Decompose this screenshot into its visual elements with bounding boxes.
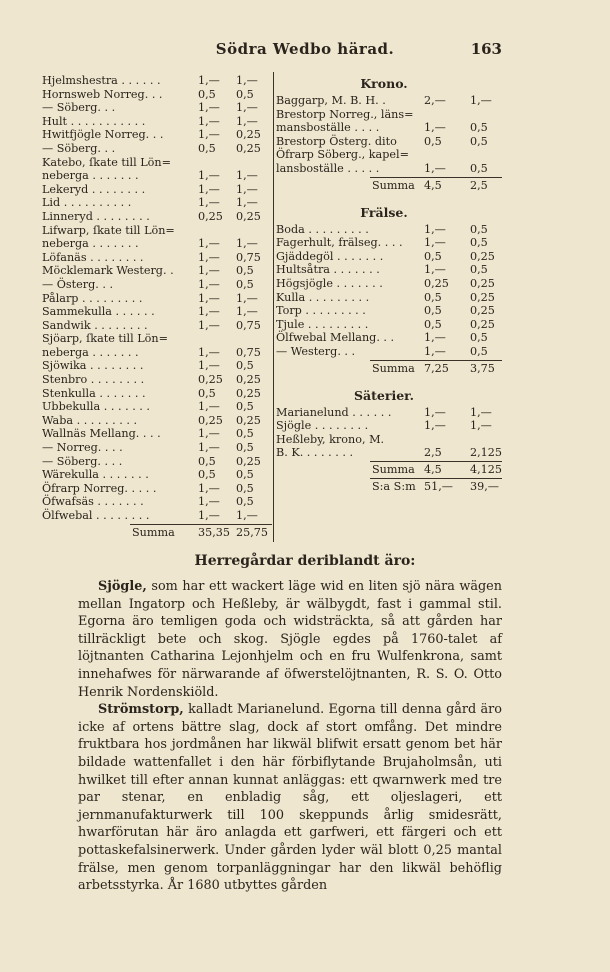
row-name: Öfrarp Norreg. . . . .	[42, 481, 157, 495]
value-2: 0,5	[236, 481, 254, 495]
value-2: 3,75	[470, 361, 495, 375]
section-heading: Krono.	[360, 76, 408, 91]
paragraph-text: som har ett wackert läge wid en liten sjö nära wägen mellan Ingatorp och Heßleby, är wälbygdt, fast i gammal stil. Egorna äro temligen goda och widsträckta, så att gården har tillräckligt bete och skog. Sjögle egdes på 1760-talet af löjtnanten Catharina Lejonhjelm och en fru Wulfenkrona, samt innehafwes för närwarande af öfwerstelöjtnanten, R. S. O. Otto Henrik Nordenskiöld.	[78, 579, 502, 700]
table-row	[276, 331, 502, 345]
row-name: Ölfwebal Mellang. . .	[276, 331, 395, 345]
value-1: 1,—	[198, 318, 220, 332]
row-name: Högsjögle . . . . . . .	[276, 276, 383, 290]
summary-row	[370, 177, 502, 193]
row-name: Summa	[372, 361, 415, 375]
table-row	[42, 278, 272, 292]
value-1: 1,—	[198, 196, 220, 210]
value-1: 1,—	[198, 291, 220, 305]
value-1: 1,—	[424, 419, 446, 433]
table-row	[276, 121, 502, 135]
value-2: 0,5	[236, 427, 254, 441]
table-row	[42, 495, 272, 509]
value-2: 0,5	[236, 468, 254, 482]
page-number: 163	[470, 40, 502, 58]
table-row	[42, 251, 272, 265]
value-2: 0,25	[236, 128, 261, 142]
value-1: 1,—	[198, 264, 220, 278]
row-name: Summa	[372, 462, 415, 476]
value-2: 1,—	[236, 182, 258, 196]
value-2: 0,5	[470, 121, 488, 135]
summary-row	[370, 478, 502, 494]
row-name: Sjögle . . . . . . . .	[276, 419, 369, 433]
row-name: — Söberg. . . .	[42, 454, 123, 468]
value-1: 1,—	[198, 495, 220, 509]
row-name: Summa	[372, 178, 415, 192]
row-name: Lifwarp, ſkate till Lön=	[42, 223, 175, 237]
value-1: 1,—	[198, 101, 220, 115]
value-1: 2,—	[424, 94, 446, 107]
table-row	[276, 318, 502, 332]
row-name: Sjöarp, ſkate till Lön=	[42, 332, 168, 346]
row-name: Sandwik . . . . . . . .	[42, 318, 148, 332]
value-2: 0,5	[236, 495, 254, 509]
table-row	[42, 359, 272, 373]
table-row	[42, 142, 272, 156]
value-2: 0,5	[470, 344, 488, 358]
paragraph	[78, 578, 502, 701]
table-row	[42, 237, 272, 251]
table-row	[42, 482, 272, 496]
row-name: Hultsåtra . . . . . . .	[276, 263, 380, 277]
value-2: 1,—	[470, 94, 492, 107]
value-2: 1,—	[470, 405, 492, 419]
row-name: Hjelmshestra . . . . . .	[42, 74, 161, 87]
table-row	[42, 455, 272, 469]
table-row	[42, 74, 272, 88]
value-2: 0,5	[470, 331, 488, 345]
row-name: Baggarp, M. B. H. .	[276, 94, 386, 107]
value-2: 25,75	[236, 525, 269, 539]
value-2: 1,—	[236, 237, 258, 251]
row-name: Sammekulla . . . . . .	[42, 305, 155, 319]
value-1: 1,—	[198, 237, 220, 251]
value-2: 1,—	[236, 305, 258, 319]
table-row	[276, 162, 502, 176]
table-row	[42, 387, 272, 401]
row-name: Lid . . . . . . . . . .	[42, 196, 132, 210]
table-row	[276, 433, 502, 447]
value-1: 0,5	[424, 134, 442, 148]
value-1: 0,5	[424, 290, 442, 304]
value-1: 0,5	[198, 468, 216, 482]
row-name: Ölfwebal . . . . . . . .	[42, 509, 150, 522]
value-1: 1,—	[424, 331, 446, 345]
value-2: 1,—	[236, 509, 258, 522]
value-1: 0,5	[424, 249, 442, 263]
table-row	[42, 414, 272, 428]
value-2: 0,5	[470, 134, 488, 148]
row-name: — Norreg. . . .	[42, 441, 123, 455]
value-1: 1,—	[198, 345, 220, 359]
table-row	[42, 305, 272, 319]
paragraph	[78, 701, 502, 895]
row-name: Stenkulla . . . . . . .	[42, 386, 146, 400]
table-row	[42, 441, 272, 455]
table-row	[42, 468, 272, 482]
row-name: neberga . . . . . . .	[42, 169, 139, 183]
table-row	[276, 277, 502, 291]
table-row	[276, 135, 502, 149]
value-1: 0,25	[198, 413, 223, 427]
value-2: 2,125	[470, 446, 503, 460]
row-name: Boda . . . . . . . . .	[276, 222, 369, 236]
row-name: Katebo, ſkate till Lön=	[42, 155, 171, 169]
row-name: Hwitfjögle Norreg. . .	[42, 128, 164, 142]
row-name: — Österg. . .	[42, 277, 114, 291]
row-name: Sjöwika . . . . . . . .	[42, 359, 144, 373]
value-2: 0,25	[470, 317, 495, 331]
value-2: 0,5	[236, 400, 254, 414]
value-2: 0,25	[236, 141, 261, 155]
value-1: 1,—	[198, 400, 220, 414]
row-name: Pålarp . . . . . . . . .	[42, 291, 143, 305]
row-name: Hornsweb Norreg. . .	[42, 87, 163, 101]
value-2: 0,25	[470, 290, 495, 304]
row-name: Wallnäs Mellang. . . .	[42, 427, 161, 441]
value-2: 2,5	[470, 178, 488, 192]
section-heading: Säterier.	[354, 387, 414, 403]
row-name: Linneryd . . . . . . . .	[42, 209, 150, 223]
value-2: 0,25	[236, 454, 261, 468]
value-1: 0,5	[198, 141, 216, 155]
value-2: 0,75	[236, 345, 261, 359]
value-2: 0,5	[236, 87, 254, 101]
value-1: 1,—	[424, 344, 446, 358]
value-2: 0,5	[236, 359, 254, 373]
spacer	[276, 376, 502, 386]
paragraph-text: kalladt Marianelund. Egorna till denna gård äro icke af ortens bättre slag, dock af stort omfång. Det mindre fruktbara hos jordmånen har likwäl blifwit ersatt genom bet här bildade wattenfallet i den här förbiflytande Brujaholmsån, uti hwilket till efter annan kunnat anläggas: ett qwarnwerk med tre par stenar, en enbladig såg, ett oljeslageri, ett jernmanufakturwerk till 100 skeppunds årlig smidesrätt, hwarförutan här äro anlagda ett garfweri, ett färgeri och ett pottaskefalsinerwerk. Under gården lyder wäl blott 0,25 mantal frälse, men genom torpanläggningar har den likwäl behöflig arbetsstyrka. År 1680 utbyttes gården	[78, 702, 502, 894]
value-2: 1,—	[236, 196, 258, 210]
table-row	[42, 319, 272, 333]
row-name: Tjule . . . . . . . . .	[276, 317, 369, 331]
table-row	[42, 101, 272, 115]
value-2: 0,75	[236, 318, 261, 332]
value-1: 35,35	[198, 525, 231, 539]
value-1: 0,5	[424, 317, 442, 331]
value-1: 0,5	[198, 386, 216, 400]
value-2: 1,—	[236, 291, 258, 305]
table-row	[276, 291, 502, 305]
value-1: 1,—	[198, 441, 220, 455]
summary-row	[370, 461, 502, 477]
row-name: — Söberg. . .	[42, 141, 116, 155]
table-row	[42, 427, 272, 441]
table-row	[276, 250, 502, 264]
row-name: Stenbro . . . . . . . .	[42, 373, 145, 387]
value-1: 0,25	[198, 209, 223, 223]
value-1: 1,—	[424, 222, 446, 236]
value-2: 0,25	[236, 209, 261, 223]
value-2: 0,25	[236, 373, 261, 387]
value-1: 2,5	[424, 446, 442, 460]
value-2: 1,—	[236, 114, 258, 128]
value-1: 51,—	[424, 479, 453, 493]
row-name: Summa	[132, 525, 175, 539]
value-2: 4,125	[470, 462, 503, 476]
table-row	[276, 345, 502, 359]
table-row	[276, 406, 502, 420]
row-name: Möcklemark Westerg. .	[42, 264, 174, 278]
row-name: Lekeryd . . . . . . . .	[42, 182, 146, 196]
value-1: 1,—	[198, 305, 220, 319]
row-name: neberga . . . . . . .	[42, 345, 139, 359]
left-table	[42, 74, 272, 540]
row-name: Wärekulla . . . . . . .	[42, 468, 149, 482]
value-1: 4,5	[424, 178, 442, 192]
value-2: 1,—	[236, 101, 258, 115]
table-row	[276, 94, 502, 108]
table-row	[42, 400, 272, 414]
table-row	[42, 196, 272, 210]
row-name: B. K. . . . . . . .	[276, 446, 354, 460]
row-name: — Söberg. . .	[42, 101, 116, 115]
value-2: 0,25	[470, 276, 495, 290]
table-row	[276, 263, 502, 277]
right-table	[276, 74, 502, 494]
row-name: Hult . . . . . . . . . . .	[42, 114, 146, 128]
value-2: 1,—	[470, 419, 492, 433]
table-row	[276, 108, 502, 122]
row-name: Öfwafsäs . . . . . . .	[42, 495, 144, 509]
row-name: Brestorp Norreg., läns=	[276, 107, 414, 121]
value-1: 1,—	[198, 128, 220, 142]
value-2: 0,5	[470, 236, 488, 250]
row-name: Kulla . . . . . . . . .	[276, 290, 370, 304]
row-name: Marianelund . . . . . .	[276, 405, 392, 419]
row-name: S:a S:m	[372, 479, 416, 493]
table-row	[276, 236, 502, 250]
value-1: 1,—	[424, 121, 446, 135]
value-2: 0,75	[236, 250, 261, 264]
table-row	[42, 183, 272, 197]
table-row	[42, 224, 272, 238]
value-2: 0,5	[236, 277, 254, 291]
table-row	[42, 373, 272, 387]
value-1: 1,—	[198, 277, 220, 291]
table-row	[42, 210, 272, 224]
table-row	[42, 292, 272, 306]
summary-row	[370, 360, 502, 376]
value-2: 0,25	[470, 304, 495, 318]
running-header: Södra Wedbo härad.	[215, 40, 395, 58]
table-row	[42, 169, 272, 183]
table-row	[276, 223, 502, 237]
value-1: 1,—	[424, 161, 446, 175]
table-row	[42, 128, 272, 142]
value-2: 1,—	[236, 74, 258, 87]
row-name: Löfanäs . . . . . . . .	[42, 250, 144, 264]
section-heading: Frälse.	[360, 204, 408, 220]
value-1: 1,—	[424, 405, 446, 419]
row-name: Gjäddegöl . . . . . . .	[276, 249, 384, 263]
value-2: 0,5	[236, 264, 254, 278]
value-1: 7,25	[424, 361, 449, 375]
row-name: Waba . . . . . . . . .	[42, 413, 138, 427]
value-1: 0,25	[424, 276, 449, 290]
row-name: Ubbekulla . . . . . . .	[42, 400, 150, 414]
table-row	[276, 446, 502, 460]
paragraph-lead: Strömstorp,	[98, 702, 184, 718]
paragraph-lead: Sjögle,	[98, 579, 147, 594]
summary-row	[130, 524, 272, 540]
value-1: 1,—	[198, 481, 220, 495]
value-1: 1,—	[424, 263, 446, 277]
row-name: Fagerhult, frälseg. . . .	[276, 236, 403, 250]
row-name: Torp . . . . . . . . .	[276, 304, 366, 318]
value-2: 0,5	[236, 441, 254, 455]
body-text	[78, 578, 502, 895]
value-1: 1,—	[198, 74, 220, 87]
row-name: Heßleby, krono, M.	[276, 432, 385, 446]
value-2: 0,25	[236, 386, 261, 400]
value-1: 1,—	[198, 250, 220, 264]
value-2: 0,25	[470, 249, 495, 263]
table-row	[276, 148, 502, 162]
value-2: 0,5	[470, 161, 488, 175]
row-name: lansboställe . . . . .	[276, 161, 380, 175]
value-1: 1,—	[198, 114, 220, 128]
table-row	[42, 332, 272, 346]
value-1: 1,—	[198, 509, 220, 522]
section-title: Herregårdar deriblandt äro:	[194, 553, 416, 569]
row-name: Öfrarp Söberg., kapel=	[276, 148, 409, 162]
value-1: 0,5	[198, 454, 216, 468]
table-row	[42, 115, 272, 129]
column-divider	[273, 72, 274, 542]
table-row	[42, 88, 272, 102]
value-1: 1,—	[198, 427, 220, 441]
value-2: 0,5	[470, 222, 488, 236]
row-name: Brestorp Österg. dito	[276, 134, 397, 148]
value-1: 0,5	[198, 87, 216, 101]
value-1: 1,—	[198, 359, 220, 373]
value-1: 1,—	[424, 236, 446, 250]
value-1: 1,—	[198, 182, 220, 196]
value-2: 39,—	[470, 479, 499, 493]
table-row	[42, 156, 272, 170]
value-2: 1,—	[236, 169, 258, 183]
table-row	[42, 346, 272, 360]
row-name: mansboställe . . . .	[276, 121, 380, 135]
table-row	[276, 304, 502, 318]
row-name: neberga . . . . . . .	[42, 237, 139, 251]
row-name: — Westerg. . .	[276, 344, 356, 358]
table-row	[276, 419, 502, 433]
table-row	[42, 264, 272, 278]
value-1: 4,5	[424, 462, 442, 476]
value-2: 0,25	[236, 413, 261, 427]
value-1: 1,—	[198, 169, 220, 183]
value-2: 0,5	[470, 263, 488, 277]
table-row	[42, 509, 272, 523]
value-1: 0,25	[198, 373, 223, 387]
value-1: 0,5	[424, 304, 442, 318]
spacer	[276, 193, 502, 203]
